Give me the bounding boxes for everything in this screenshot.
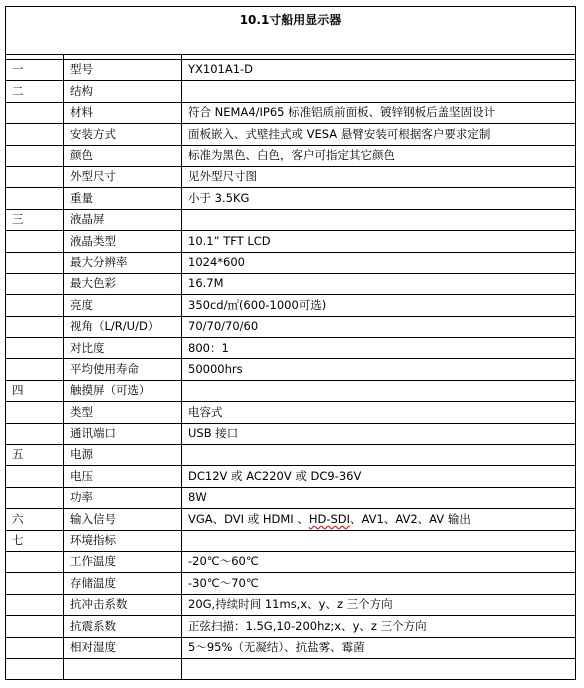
spec-label: 功率 [64,487,182,508]
table-row [6,616,576,637]
spec-label: 环境指标 [64,530,182,551]
section-number [6,273,64,294]
spec-value: -30℃～70℃ [182,573,576,594]
table-row [6,530,576,551]
spec-label: 电源 [64,445,182,466]
spec-label: 视角（L/R/U/D） [64,316,182,337]
spec-value [182,658,576,679]
spec-label: 安装方式 [64,124,182,145]
spec-label: 结构 [64,81,182,102]
section-number [6,124,64,145]
table-row [6,316,576,337]
table-row [6,188,576,209]
table-row [6,81,576,102]
section-number [6,252,64,273]
spec-value-part: 、AV1、AV2、AV 输出 [350,511,471,526]
spec-value [182,81,576,102]
spec-label: 抗冲击系数 [64,594,182,615]
spec-value: 20G,持续时间 11ms,x、y、z 三个方向 [182,594,576,615]
section-number [6,338,64,359]
section-number [6,188,64,209]
spec-value: 800：1 [182,338,576,359]
section-number [6,402,64,423]
spec-value-part: VGA、DVI 或 HDMI 、 [188,511,309,526]
table-row [6,466,576,487]
spec-label: 平均使用寿命 [64,359,182,380]
spec-label: 工作温度 [64,551,182,572]
spec-label [64,658,182,679]
spec-label: 最大色彩 [64,273,182,294]
spec-table [5,6,576,680]
spec-value: 350cd/㎡(600-1000可选) [182,295,576,316]
section-number [6,658,64,679]
spec-value [182,530,576,551]
table-row [6,209,576,230]
section-number [6,573,64,594]
spec-value: 正弦扫描：1.5G,10-200hz;x、y、z 三个方向 [182,616,576,637]
section-number: 六 [6,509,64,530]
spec-label: 型号 [64,60,182,81]
spec-value: 电容式 [182,402,576,423]
table-row [6,273,576,294]
spec-label: 亮度 [64,295,182,316]
spec-value: 符合 NEMA4/IP65 标准铝质前面板、镀锌钢板后盖坚固设计 [182,102,576,123]
section-number [6,637,64,658]
spec-label: 液晶类型 [64,231,182,252]
table-row [6,594,576,615]
spec-label: 抗震系数 [64,616,182,637]
spec-value: 50000hrs [182,359,576,380]
section-number [6,145,64,166]
table-row [6,102,576,123]
spec-label: 材料 [64,102,182,123]
spec-label: 外型尺寸 [64,166,182,187]
table-row [6,423,576,444]
spec-label: 存储温度 [64,573,182,594]
section-number: 二 [6,81,64,102]
spec-value: DC12V 或 AC220V 或 DC9-36V [182,466,576,487]
spec-label: 通讯端口 [64,423,182,444]
section-number: 五 [6,445,64,466]
section-number: 三 [6,209,64,230]
table-row [6,359,576,380]
spec-value [182,380,576,401]
spec-value: 见外型尺寸图 [182,166,576,187]
section-number [6,231,64,252]
spec-label: 相对湿度 [64,637,182,658]
section-number [6,616,64,637]
spec-label: 输入信号 [64,509,182,530]
section-number [6,295,64,316]
section-number [6,466,64,487]
table-row [6,402,576,423]
table-row [6,658,576,679]
section-number [6,423,64,444]
table-row [6,573,576,594]
table-row [6,509,576,530]
spec-value: 标准为黑色、白色，客户可指定其它颜色 [182,145,576,166]
section-number [6,594,64,615]
section-number [6,487,64,508]
spec-value: 16.7M [182,273,576,294]
spec-value: 小于 3.5KG [182,188,576,209]
table-row [6,445,576,466]
spec-value [182,509,576,530]
spec-value: 70/70/70/60 [182,316,576,337]
spec-value: YX101A1-D [182,60,576,81]
table-row [6,60,576,81]
title-row [6,7,576,55]
section-number: 一 [6,60,64,81]
spec-label: 类型 [64,402,182,423]
table-row [6,231,576,252]
spec-value: 8W [182,487,576,508]
spec-value [182,445,576,466]
spec-label: 颜色 [64,145,182,166]
section-number [6,551,64,572]
spec-label: 对比度 [64,338,182,359]
spec-value [182,209,576,230]
section-number: 七 [6,530,64,551]
section-number: 四 [6,380,64,401]
table-row [6,338,576,359]
spec-label: 触摸屏（可选） [64,380,182,401]
section-number [6,166,64,187]
spec-label: 重量 [64,188,182,209]
table-title: 10.1寸船用显示器 [6,7,576,55]
table-row [6,637,576,658]
section-number [6,102,64,123]
spec-value: 5～95%（无凝结）、抗盐雾、霉菌 [182,637,576,658]
table-row [6,551,576,572]
spec-value: USB 接口 [182,423,576,444]
table-row [6,252,576,273]
section-number [6,316,64,337]
spec-value: 面板嵌入、式壁挂式或 VESA 悬臂安装可根据客户要求定制 [182,124,576,145]
spellcheck-marked-text: HD-SDI [308,511,351,526]
table-row [6,487,576,508]
table-row [6,124,576,145]
table-row [6,166,576,187]
spec-value: 10.1” TFT LCD [182,231,576,252]
table-row [6,380,576,401]
spec-label: 液晶屏 [64,209,182,230]
section-number [6,359,64,380]
spec-label: 电压 [64,466,182,487]
spec-value: -20℃～60℃ [182,551,576,572]
spec-label: 最大分辨率 [64,252,182,273]
table-row [6,295,576,316]
table-row [6,145,576,166]
spec-value: 1024*600 [182,252,576,273]
